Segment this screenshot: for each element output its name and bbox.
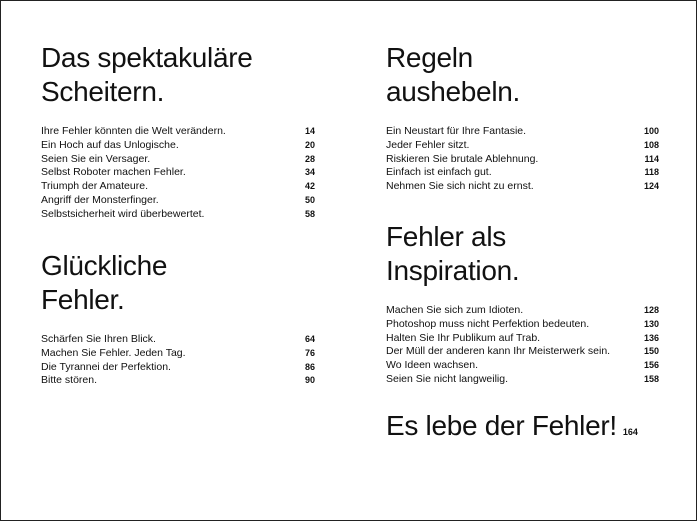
toc-entry-title: Seien Sie nicht langweilig.	[386, 372, 508, 385]
final-section-heading: Es lebe der Fehler!	[386, 410, 617, 441]
toc-entry-page: 50	[304, 194, 315, 205]
section-heading-line: Fehler.	[41, 284, 125, 315]
toc-entry-title: Der Müll der anderen kann Ihr Meisterwerk sein.	[386, 345, 611, 358]
toc-entry-title: Jeder Fehler sitzt.	[386, 138, 470, 151]
toc-entry-title: Halten Sie Ihr Publikum auf Trab.	[386, 331, 541, 344]
toc-entry	[386, 125, 659, 139]
toc-entry-title: Angriff der Monsterfinger.	[41, 193, 159, 206]
section-heading-line: Regeln	[386, 42, 473, 73]
toc-section-4	[386, 220, 659, 387]
toc-entry-title: Seien Sie ein Versager.	[41, 152, 151, 165]
toc-entry	[386, 153, 659, 167]
section-heading-line: Fehler als	[386, 221, 506, 252]
toc-entry-title: Bitte stören.	[41, 374, 98, 387]
toc-entry-page: 58	[304, 208, 315, 219]
toc-entry	[386, 166, 659, 180]
toc-entry	[386, 318, 659, 332]
toc-entry-list	[386, 304, 659, 387]
toc-entry-page: 130	[643, 318, 659, 329]
section-heading-line: aushebeln.	[386, 76, 521, 107]
toc-entry-title: Riskieren Sie brutale Ablehnung.	[386, 152, 539, 165]
toc-entry-page: 42	[304, 181, 315, 192]
toc-entry	[386, 345, 659, 359]
toc-entry	[41, 208, 315, 222]
toc-entry-title: Wo Ideen wachsen.	[386, 359, 479, 372]
toc-entry	[386, 139, 659, 153]
toc-entry-title: Machen Sie Fehler. Jeden Tag.	[41, 346, 186, 359]
toc-entry-page: 14	[304, 126, 315, 136]
toc-entry-title: Ein Neustart für Ihre Fantasie.	[386, 125, 527, 137]
toc-entry	[386, 304, 659, 318]
section-heading	[386, 41, 659, 109]
section-heading	[386, 220, 659, 288]
toc-entry-page: 114	[644, 153, 659, 164]
toc-entry-title: Schärfen Sie Ihren Blick.	[41, 333, 156, 345]
toc-entry-title: Die Tyrannei der Perfektion.	[41, 360, 171, 373]
section-heading-line: Glückliche	[41, 250, 168, 281]
toc-entry-title: Triumph der Amateure.	[41, 180, 148, 193]
section-heading	[41, 41, 315, 109]
toc-section-3	[386, 41, 659, 194]
toc-entry-page: 124	[643, 181, 659, 192]
toc-entry	[41, 166, 315, 180]
toc-entry-list	[41, 333, 315, 388]
section-heading	[41, 249, 315, 317]
toc-entry-title: Nehmen Sie sich nicht zu ernst.	[386, 180, 534, 193]
toc-entry-list	[41, 125, 315, 222]
toc-entry	[41, 125, 315, 139]
toc-entry-page: 108	[643, 139, 659, 150]
toc-entry-page: 128	[643, 305, 659, 315]
toc-entry	[41, 361, 315, 375]
toc-entry	[41, 333, 315, 347]
toc-entry	[386, 359, 659, 373]
toc-entry-page: 158	[643, 373, 659, 384]
toc-entry	[386, 180, 659, 194]
toc-entry-page: 136	[643, 332, 659, 343]
section-heading-line: Das spektakuläre	[41, 42, 253, 73]
toc-entry-page: 100	[643, 126, 659, 136]
toc-entry-page: 76	[304, 347, 315, 358]
toc-entry-title: Ein Hoch auf das Unlogische.	[41, 138, 179, 151]
toc-entry-title: Machen Sie sich zum Idioten.	[386, 304, 524, 316]
final-section-page: 164	[622, 427, 638, 437]
toc-entry	[41, 180, 315, 194]
toc-entry-page: 156	[643, 360, 659, 371]
toc-entry	[386, 373, 659, 387]
toc-entry	[41, 194, 315, 208]
toc-entry-title: Selbstsicherheit wird überbewertet.	[41, 207, 205, 220]
toc-entry	[386, 332, 659, 346]
toc-section-2	[41, 249, 315, 388]
toc-entry-page: 150	[643, 346, 659, 357]
toc-section-1	[41, 41, 315, 222]
toc-entry-title: Photoshop muss nicht Perfektion bedeuten.	[386, 317, 590, 330]
toc-entry-title: Einfach ist einfach gut.	[386, 166, 492, 179]
toc-entry-page: 118	[644, 167, 659, 178]
toc-entry	[41, 139, 315, 153]
toc-entry-page: 20	[304, 139, 315, 150]
toc-entry-page: 64	[304, 334, 315, 344]
section-heading-line: Scheitern.	[41, 76, 165, 107]
toc-entry-page: 28	[304, 153, 315, 164]
toc-entry-title: Ihre Fehler könnten die Welt verändern.	[41, 125, 226, 137]
toc-entry	[41, 153, 315, 167]
toc-entry-list	[386, 125, 659, 194]
toc-entry-page: 90	[304, 375, 315, 386]
toc-final-section	[386, 409, 638, 443]
toc-entry-page: 86	[304, 361, 315, 372]
section-heading-line: Inspiration.	[386, 255, 520, 286]
toc-entry-page: 34	[304, 167, 315, 178]
toc-entry	[41, 374, 315, 388]
toc-entry-title: Selbst Roboter machen Fehler.	[41, 166, 186, 179]
toc-entry	[41, 347, 315, 361]
